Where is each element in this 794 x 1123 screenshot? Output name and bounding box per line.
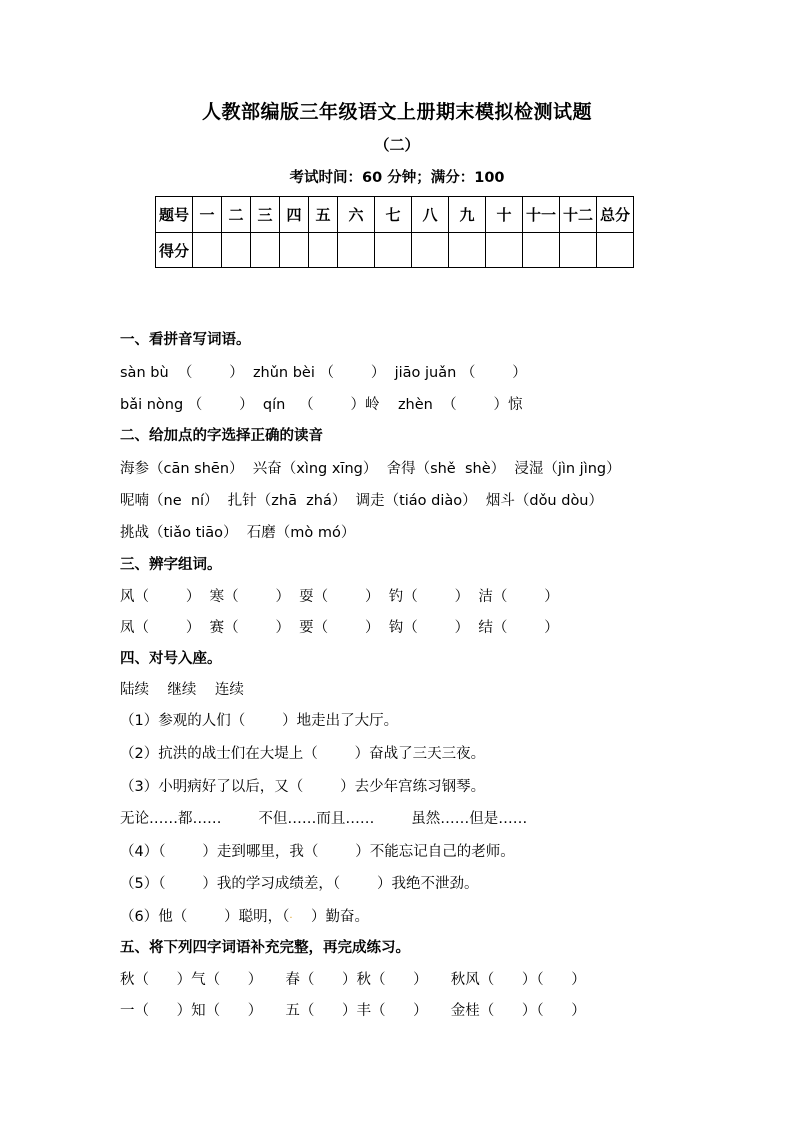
table-cell: 八 — [412, 197, 449, 233]
table-cell: 十一 — [523, 197, 560, 233]
section-3-heading: 三、辨字组词。 — [120, 557, 222, 573]
section-5-line: 一（ ）知（ ） 五（ ）丰（ ） 金桂（ ）（ ） — [120, 1003, 586, 1019]
score-input-cell[interactable] — [375, 233, 412, 268]
section-4-word-bank: 无论……都…… 不但……而且…… 虽然……但是…… — [120, 811, 528, 827]
score-input-cell[interactable] — [449, 233, 486, 268]
section-2-line: 呢喃（ne ní） 扎针（zhā zhá） 调走（tiáo diào） 烟斗（dǒu dòu） — [120, 493, 604, 509]
table-cell: 九 — [449, 197, 486, 233]
table-cell: 六 — [338, 197, 375, 233]
score-input-cell[interactable] — [222, 233, 251, 268]
section-2-line: 挑战（tiǎo tiāo） 石磨（mò mó） — [120, 525, 356, 541]
table-cell: 二 — [222, 197, 251, 233]
section-5-heading: 五、将下列四字词语补充完整，再完成练习。 — [120, 940, 410, 956]
section-1-line: bǎi nòng （ ） qín （ ）岭 zhèn （ ）惊 — [120, 397, 523, 413]
table-cell: 十 — [486, 197, 523, 233]
section-4-heading: 四、对号入座。 — [120, 651, 222, 667]
score-input-cell[interactable] — [280, 233, 309, 268]
score-input-cell[interactable] — [560, 233, 597, 268]
question-text: ）勤奋。 — [292, 909, 369, 925]
section-1-line: sàn bù （ ） zhǔn bèi （ ） jiāo juǎn （ ） — [120, 365, 527, 381]
score-input-cell[interactable] — [338, 233, 375, 268]
score-table-header-row — [156, 197, 634, 233]
score-input-cell[interactable] — [193, 233, 222, 268]
section-5-line: 秋（ ）气（ ） 春（ ）秋（ ） 秋风（ ）（ ） — [120, 972, 586, 988]
section-4-question — [120, 905, 369, 926]
section-2-heading: 二、给加点的字选择正确的读音 — [120, 428, 323, 444]
score-table-score-row — [156, 233, 634, 268]
section-4-question: （4）（ ）走到哪里，我（ ）不能忘记自己的老师。 — [120, 844, 515, 860]
section-4-word-bank: 陆续 继续 连续 — [120, 682, 244, 698]
table-cell: 三 — [251, 197, 280, 233]
section-4-question: （1）参观的人们（ ）地走出了大厅。 — [120, 713, 399, 729]
stray-dot: · — [289, 913, 293, 924]
section-4-question: （2）抗洪的战士们在大堤上（ ）奋战了三天三夜。 — [120, 746, 486, 762]
question-text: （6）他（ ）聪明，（ — [120, 909, 290, 925]
score-input-cell[interactable] — [523, 233, 560, 268]
score-input-cell[interactable] — [597, 233, 634, 268]
page-title: 人教部编版三年级语文上册期末模拟检测试题 — [201, 101, 592, 123]
table-cell: 得分 — [156, 233, 193, 268]
section-3-line: 凤（ ） 赛（ ） 要（ ） 钩（ ） 结（ ） — [120, 620, 559, 636]
score-input-cell[interactable] — [412, 233, 449, 268]
section-4-question: （5）（ ）我的学习成绩差，（ ）我绝不泄劲。 — [120, 876, 479, 892]
page-subtitle: （二） — [374, 136, 420, 154]
table-cell: 一 — [193, 197, 222, 233]
exam-info: 考试时间：60 分钟；满分：100 — [289, 170, 505, 186]
table-cell: 四 — [280, 197, 309, 233]
score-input-cell[interactable] — [251, 233, 280, 268]
table-cell: 题号 — [156, 197, 193, 233]
table-cell: 总分 — [597, 197, 634, 233]
table-cell: 七 — [375, 197, 412, 233]
table-cell: 十二 — [560, 197, 597, 233]
section-4-question: （3）小明病好了以后，又（ ）去少年宫练习钢琴。 — [120, 779, 486, 795]
table-cell: 五 — [309, 197, 338, 233]
score-input-cell[interactable] — [486, 233, 523, 268]
section-1-heading: 一、看拼音写词语。 — [120, 332, 251, 348]
section-3-line: 风（ ） 寒（ ） 耍（ ） 钓（ ） 洁（ ） — [120, 589, 559, 605]
score-input-cell[interactable] — [309, 233, 338, 268]
section-2-line: 海参（cān shēn） 兴奋（xìng xīng） 舍得（shě shè） 浸湿（jìn jìng） — [120, 461, 621, 477]
score-table — [155, 196, 634, 268]
